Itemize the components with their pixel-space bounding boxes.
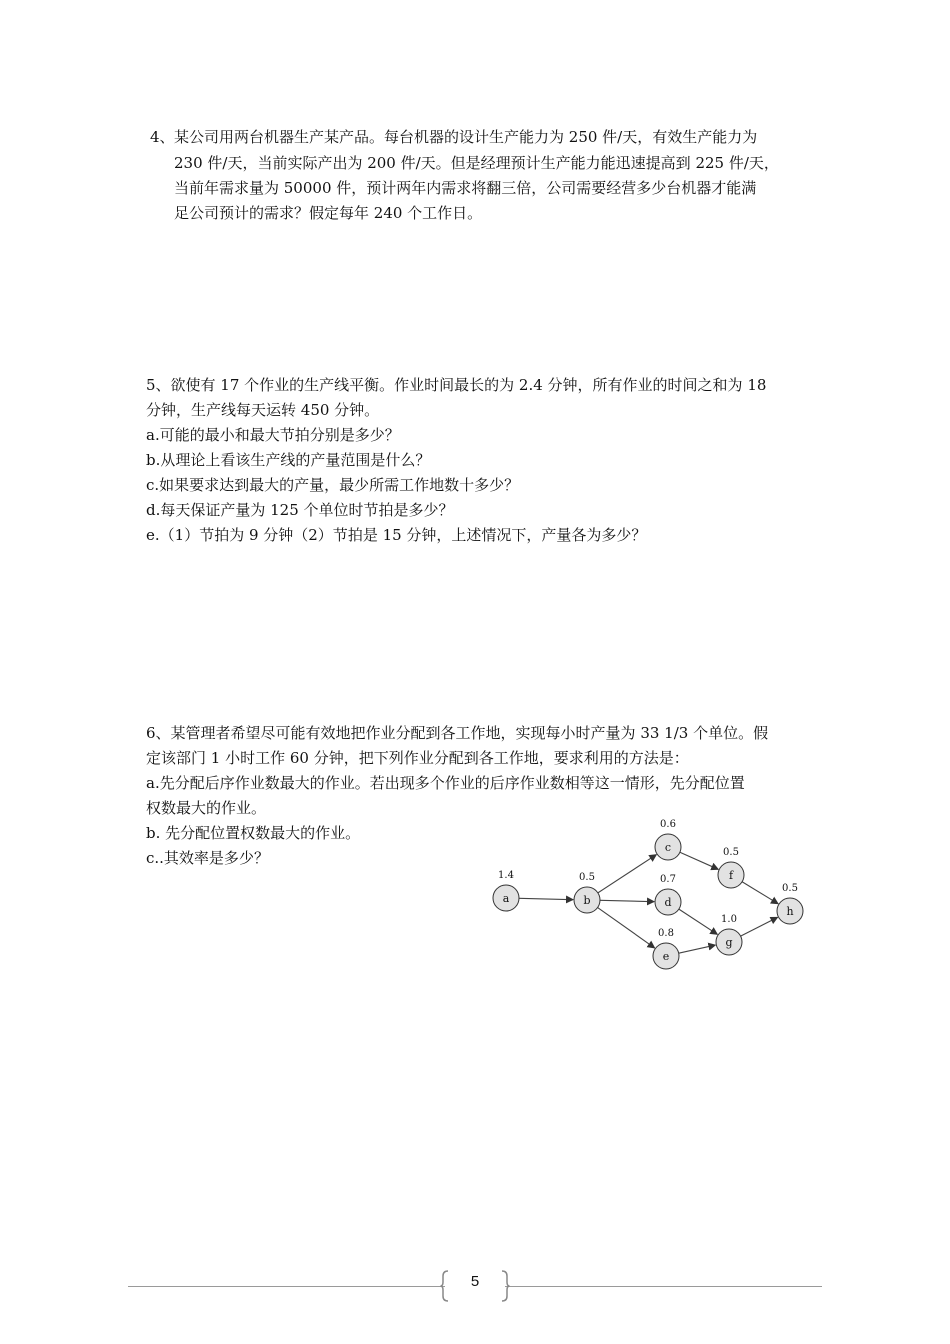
edge-a-b (519, 898, 573, 899)
task-node-h (777, 883, 803, 924)
question-5-part-b: b.从理论上看该生产线的产量范围是什么？ (146, 451, 431, 469)
task-time-label: 0.5 (579, 872, 595, 883)
question-6-part-a: a.先分配后序作业数最大的作业。若出现多个作业的后序作业数相等这一情形，先分配位置 (146, 774, 745, 792)
task-node-label: d (664, 896, 672, 909)
edge-c-f (680, 852, 718, 869)
precedence-network-diagram (478, 810, 818, 975)
task-node-label: h (786, 905, 794, 918)
question-6-part-c: c..其效率是多少？ (146, 849, 269, 867)
task-node-f (718, 847, 744, 888)
question-5-part-e: e.（1）节拍为 9 分钟（2）节拍是 15 分钟，上述情况下，产量各为多少？ (146, 526, 647, 544)
question-6-line-1: 6、某管理者希望尽可能有效地把作业分配到各工作地，实现每小时产量为 33 1/3 个单位。假 (146, 724, 769, 742)
question-4-line-4: 足公司预计的需求？假定每年 240 个工作日。 (174, 204, 483, 222)
task-node-label: c (664, 841, 672, 854)
question-4-line-3: 当前年需求量为 50000 件，预计两年内需求将翻三倍，公司需要经营多少台机器才能满 (174, 179, 757, 197)
task-node-d (655, 874, 681, 915)
question-6-line-2: 定该部门 1 小时工作 60 分钟，把下列作业分配到各工作地，要求利用的方法是： (146, 749, 689, 767)
edge-g-h (741, 917, 778, 936)
task-node-c (655, 819, 681, 860)
question-5-part-d: d.每天保证产量为 125 个单位时节拍是多少？ (146, 501, 454, 519)
task-time-label: 0.8 (658, 928, 674, 939)
task-node-label: g (725, 936, 733, 949)
edge-f-h (742, 882, 778, 904)
edge-b-d (600, 900, 654, 901)
task-time-label: 0.7 (660, 874, 676, 885)
question-5-part-c: c.如果要求达到最大的产量，最少所需工作地数十多少？ (146, 476, 520, 494)
task-time-label: 1.4 (498, 870, 514, 881)
task-node-e (653, 928, 679, 969)
edge-e-g (679, 945, 716, 953)
task-node-label: e (662, 950, 670, 963)
edge-b-c (598, 855, 656, 893)
task-time-label: 0.6 (660, 819, 676, 830)
task-time-label: 0.5 (723, 847, 739, 858)
question-5-line-1: 5、欲使有 17 个作业的生产线平衡。作业时间最长的为 2.4 分钟，所有作业的时间之和为 18 (146, 376, 767, 394)
edge-b-e (598, 908, 655, 948)
question-5-line-2: 分钟，生产线每天运转 450 分钟。 (146, 401, 380, 419)
question-4-line-2: 230 件/天，当前实际产出为 200 件/天。但是经理预计生产能力能迅速提高到 225 件/天， (174, 154, 779, 172)
task-time-label: 0.5 (782, 883, 798, 894)
question-6-part-b: b. 先分配位置权数最大的作业。 (146, 824, 361, 842)
question-4-number: 4、 (150, 128, 175, 146)
edge-d-g (679, 909, 717, 934)
task-node-label: a (502, 892, 510, 905)
question-5-part-a: a.可能的最小和最大节拍分别是多少？ (146, 426, 400, 444)
question-6-part-a-cont: 权数最大的作业。 (146, 799, 267, 817)
task-time-label: 1.0 (721, 914, 737, 925)
task-node-b (574, 872, 600, 913)
left-brace-icon (440, 1270, 450, 1302)
footer-rule-left (128, 1286, 445, 1287)
footer-rule-right (505, 1286, 822, 1287)
task-node-label: f (728, 869, 734, 882)
page-number: 5 (470, 1273, 480, 1290)
task-node-a (493, 870, 519, 911)
task-node-label: b (583, 894, 591, 907)
task-node-g (716, 914, 742, 955)
right-brace-icon (500, 1270, 510, 1302)
question-4-line-1: 某公司用两台机器生产某产品。每台机器的设计生产能力为 250 件/天，有效生产能力为 (174, 128, 758, 146)
